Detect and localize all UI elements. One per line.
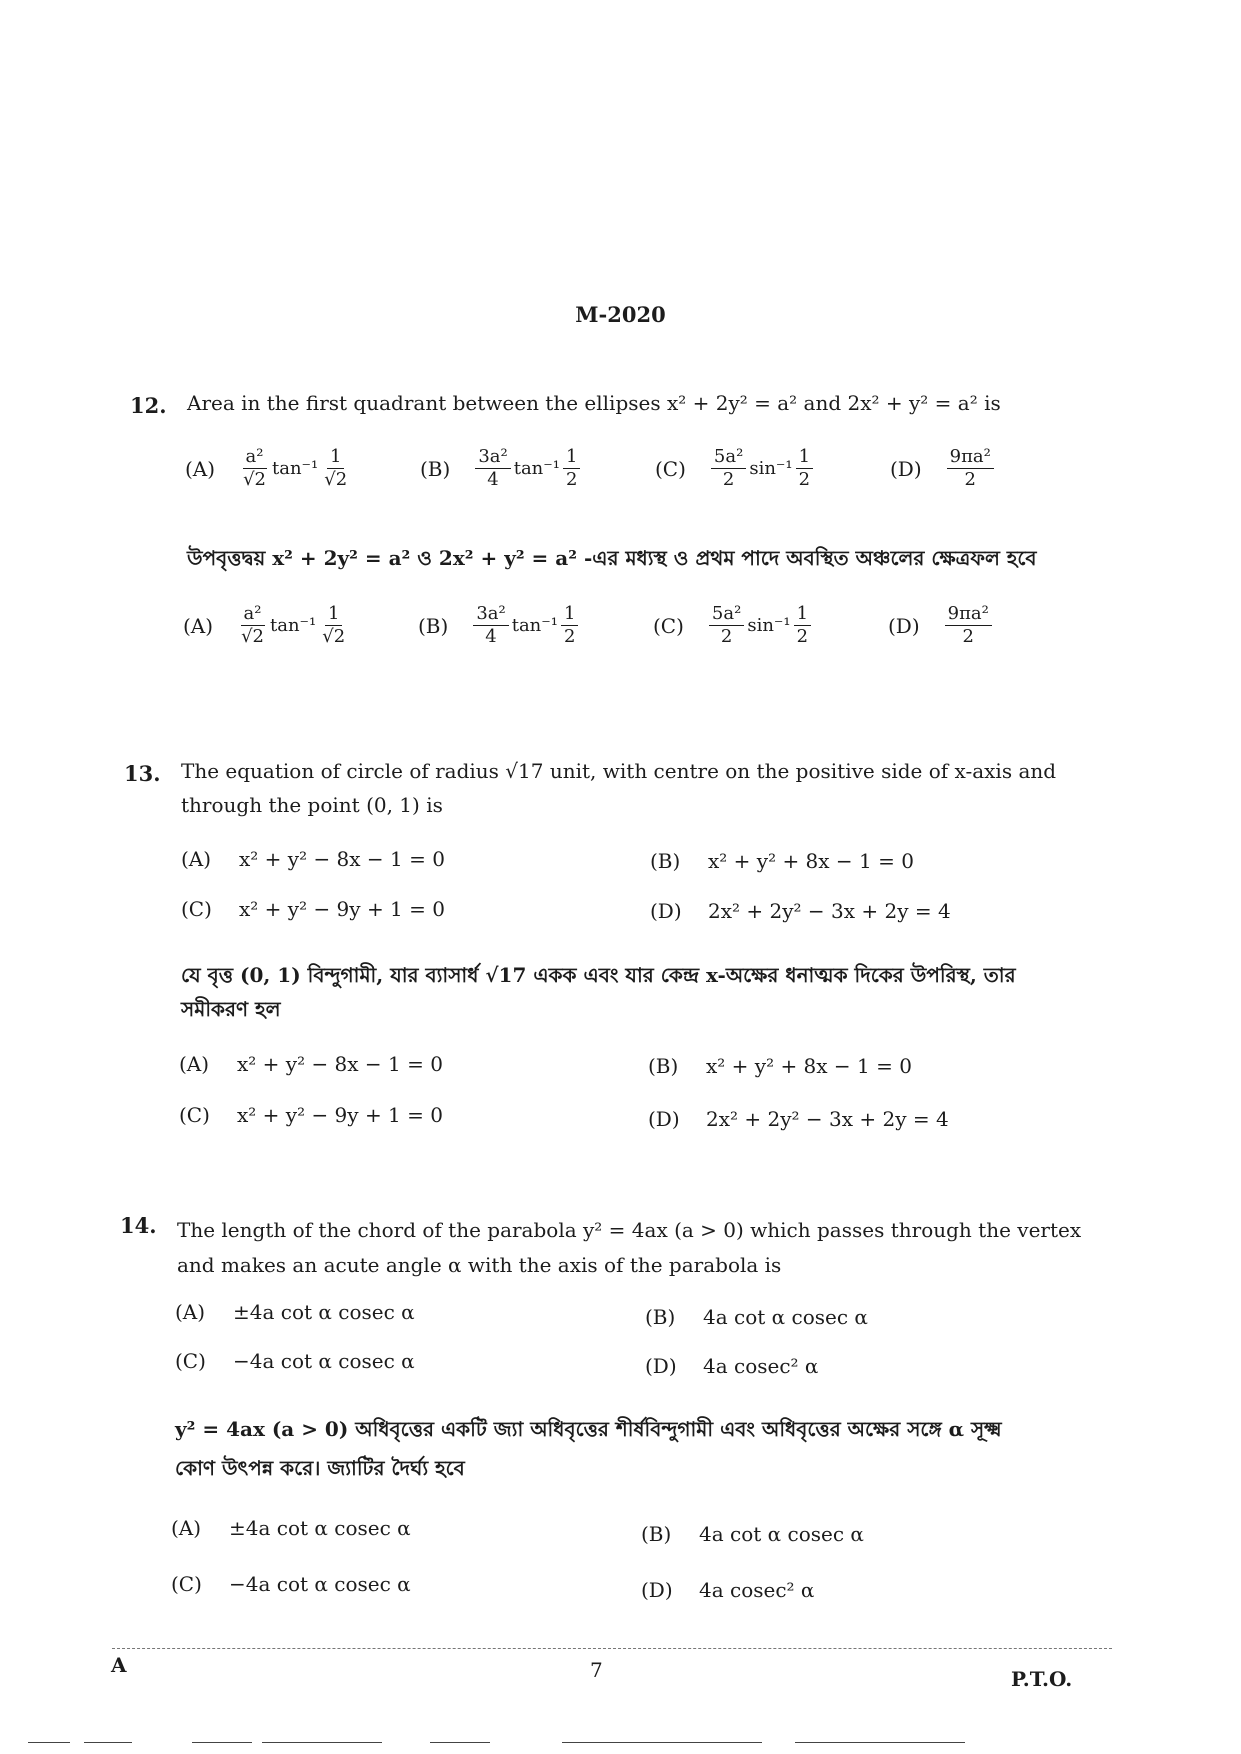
q13-bn-option-d[interactable]: (D) 2x² + 2y² − 3x + 2y = 4 xyxy=(648,1107,949,1131)
fraction: $\frac{\text{9πa²}}{2}$ xyxy=(945,603,992,648)
option-label: (B) xyxy=(418,613,449,638)
option-label: (A) xyxy=(183,613,214,638)
q12-bn-option-a[interactable]: (A) $\frac{\text{a²}}{√2}$ tan⁻¹ $\frac{1}{√2}$ xyxy=(183,603,351,648)
fraction: $\frac{\text{9πa²}}{2}$ xyxy=(947,446,994,491)
q13-en-option-a[interactable]: (A) x² + y² − 8x − 1 = 0 xyxy=(181,847,445,871)
question-12-text-bn: উপবৃত্তদ্বয় x² + 2y² = a² ও 2x² + y² = a² -এর মধ্যস্থ ও প্রথম পাদে অবস্থিত অঞ্চলের ক্ষেত্রফল হবে xyxy=(187,546,1037,570)
q14-en-option-c[interactable]: (C) −4a cot α cosec α xyxy=(175,1349,415,1373)
q14-en-option-b[interactable]: (B) 4a cot α cosec α xyxy=(645,1305,868,1329)
fraction: $\frac{1}{√2}$ xyxy=(322,603,346,647)
option-label: (C) xyxy=(655,456,686,481)
fraction: $\frac{\text{5a²}}{2}$ xyxy=(709,603,744,648)
q13-en-option-d[interactable]: (D) 2x² + 2y² − 3x + 2y = 4 xyxy=(650,899,951,923)
fraction: $\frac{\text{3a²}}{4}$ xyxy=(475,446,510,491)
q14-bn-option-c[interactable]: (C) −4a cot α cosec α xyxy=(171,1572,411,1596)
option-label: (A) xyxy=(185,456,216,481)
question-13-text-bn-line2: সমীকরণ হল xyxy=(181,997,281,1021)
q12-bn-option-c[interactable]: (C) $\frac{\text{5a²}}{2}$ sin⁻¹ $\frac{1}{2}$ xyxy=(653,603,814,648)
question-14-text-bn-line1: y² = 4ax (a > 0) অধিবৃত্তের একটি জ্যা অধিবৃত্তের শীর্ষবিন্দুগামী এবং অধিবৃত্তের অক্ষের সঙ্গে α সূক্ষ্ম xyxy=(175,1417,1002,1441)
question-13-text-en-line2: through the point (0, 1) is xyxy=(181,793,443,817)
q14-bn-option-a[interactable]: (A) ±4a cot α cosec α xyxy=(171,1516,411,1540)
scan-mark xyxy=(192,1742,252,1743)
option-label: (D) xyxy=(888,613,920,638)
q12-bn-option-b[interactable]: (B) $\frac{\text{3a²}}{4}$ tan⁻¹ $\frac{1}{2}$ xyxy=(418,603,581,648)
fraction: $\frac{1}{2}$ xyxy=(563,446,580,491)
option-label: (D) xyxy=(890,456,922,481)
question-12-number: 12. xyxy=(130,393,167,418)
question-14-text-bn-line2: কোণ উৎপন্ন করে। জ্যাটির দৈর্ঘ্য হবে xyxy=(175,1456,465,1480)
q12-en-option-b[interactable]: (B) $\frac{\text{3a²}}{4}$ tan⁻¹ $\frac{1}{2}$ xyxy=(420,446,583,491)
scan-mark xyxy=(28,1742,70,1743)
scan-mark xyxy=(262,1742,382,1743)
q14-en-option-d[interactable]: (D) 4a cosec² α xyxy=(645,1354,819,1378)
scan-mark xyxy=(84,1742,132,1743)
booklet-series: A xyxy=(111,1653,127,1677)
fraction: $\frac{1}{2}$ xyxy=(796,446,813,491)
q12-bn-option-d[interactable] xyxy=(888,603,995,648)
fraction: $\frac{\text{3a²}}{4}$ xyxy=(473,603,508,648)
q13-bn-option-b[interactable]: (B) x² + y² + 8x − 1 = 0 xyxy=(648,1054,912,1078)
question-12-text-en: Area in the first quadrant between the ellipses x² + 2y² = a² and 2x² + y² = a² is xyxy=(187,391,1001,415)
q12-en-option-a[interactable]: (A) $\frac{\text{a²}}{√2}$ tan⁻¹ $\frac{1}{√2}$ xyxy=(185,446,353,491)
q13-en-option-c[interactable]: (C) x² + y² − 9y + 1 = 0 xyxy=(181,897,445,921)
scan-mark xyxy=(562,1742,762,1743)
scan-mark xyxy=(795,1742,965,1743)
exam-code: M-2020 xyxy=(575,302,666,327)
fraction: $\frac{1}{√2}$ xyxy=(324,446,348,490)
footer-divider xyxy=(112,1648,1112,1649)
option-label: (B) xyxy=(420,456,451,481)
q14-bn-option-b[interactable]: (B) 4a cot α cosec α xyxy=(641,1522,864,1546)
q13-en-option-b[interactable]: (B) x² + y² + 8x − 1 = 0 xyxy=(650,849,914,873)
fraction: $\frac{1}{2}$ xyxy=(561,603,578,648)
fraction: $\frac{\text{5a²}}{2}$ xyxy=(711,446,746,491)
question-14-number: 14. xyxy=(120,1213,157,1238)
q13-bn-option-a[interactable]: (A) x² + y² − 8x − 1 = 0 xyxy=(179,1052,443,1076)
question-13-text-en-line1: The equation of circle of radius √17 unit, with centre on the positive side of x-axis and xyxy=(181,759,1057,783)
q13-bn-option-c[interactable]: (C) x² + y² − 9y + 1 = 0 xyxy=(179,1103,443,1127)
fraction: $\frac{\text{a²}}{√2}$ xyxy=(243,446,266,490)
question-14-text-en-line2: and makes an acute angle α with the axis of the parabola is xyxy=(177,1253,782,1277)
scan-mark xyxy=(430,1742,490,1743)
fraction: $\frac{\text{a²}}{√2}$ xyxy=(241,603,264,647)
option-label: (C) xyxy=(653,613,684,638)
pto-label: P.T.O. xyxy=(1011,1667,1073,1691)
q12-en-option-d[interactable] xyxy=(890,446,997,491)
fraction: $\frac{1}{2}$ xyxy=(794,603,811,648)
q12-en-option-c[interactable]: (C) $\frac{\text{5a²}}{2}$ sin⁻¹ $\frac{1}{2}$ xyxy=(655,446,816,491)
q14-en-option-a[interactable]: (A) ±4a cot α cosec α xyxy=(175,1300,415,1324)
page-number: 7 xyxy=(590,1658,603,1682)
q14-bn-option-d[interactable]: (D) 4a cosec² α xyxy=(641,1578,815,1602)
question-14-text-en-line1: The length of the chord of the parabola y² = 4ax (a > 0) which passes through the vertex xyxy=(177,1218,1082,1242)
question-13-text-bn-line1: যে বৃত্ত (0, 1) বিন্দুগামী, যার ব্যাসার্ধ √17 একক এবং যার কেন্দ্র x-অক্ষের ধনাত্মক দিকের উপরিস্থ, তার xyxy=(181,963,1016,987)
question-13-number: 13. xyxy=(124,761,161,786)
